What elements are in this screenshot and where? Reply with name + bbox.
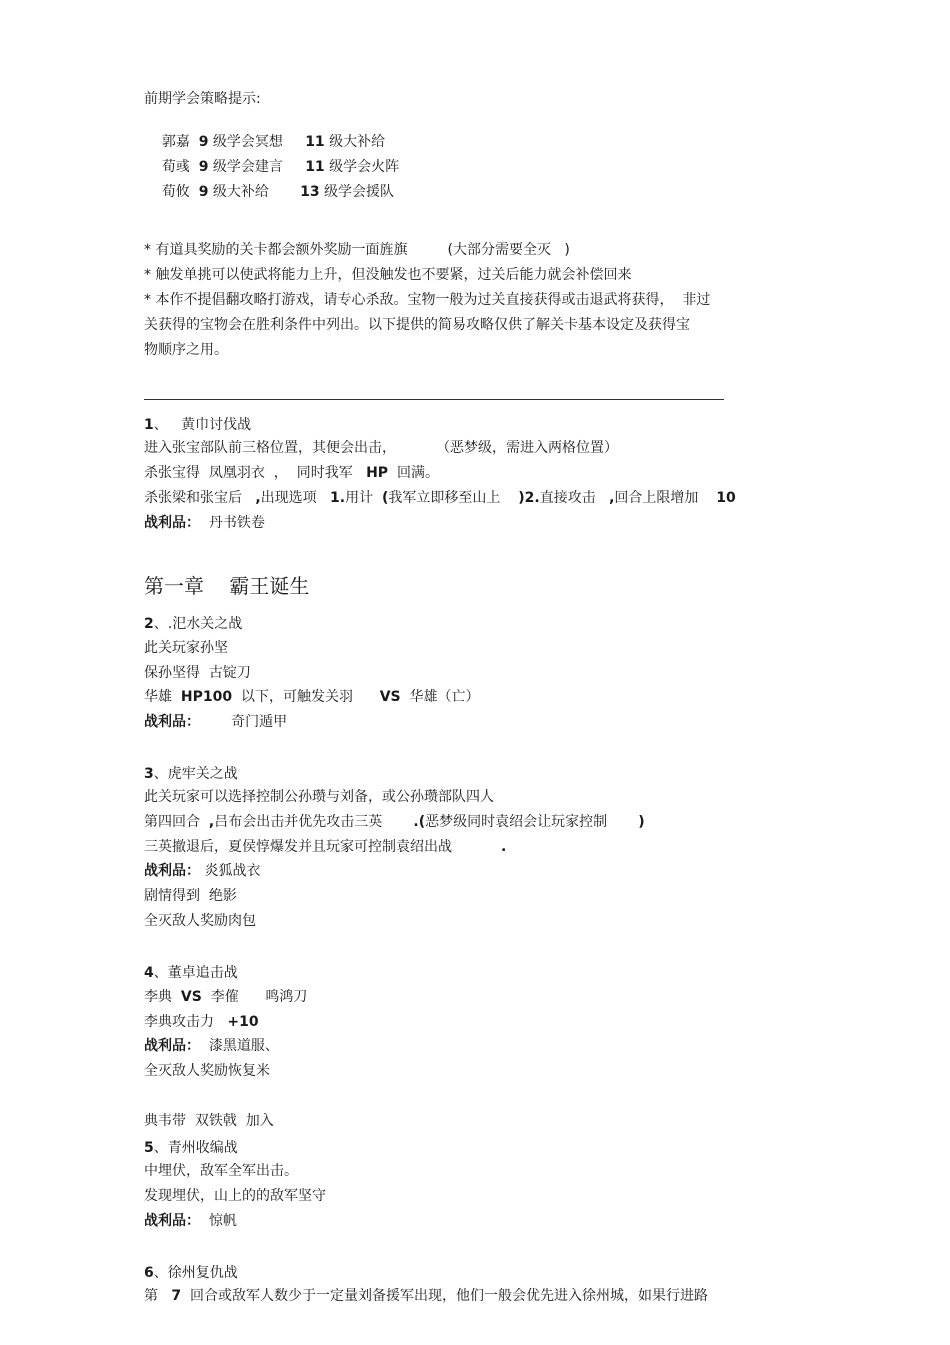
section-heading <box>144 765 238 783</box>
text: 第四回合 <box>144 814 209 830</box>
text-line <box>144 1013 259 1031</box>
section-title: 、董卓追击战 <box>153 965 238 981</box>
text: +10 <box>227 1014 259 1030</box>
text: 李典 <box>144 989 181 1005</box>
section-heading <box>144 416 251 434</box>
text: 杀张宝得 凤凰羽衣 ， 同时我军 <box>144 465 367 481</box>
text: 回合或敌军人数少于一定量刘备援军出现，他们一般会优先进入徐州城，如果行进路 <box>181 1288 709 1304</box>
tip-name: 荀攸 <box>161 184 190 200</box>
text: .( <box>413 814 426 830</box>
text-line <box>144 988 307 1006</box>
loot-label: 战利品： <box>144 863 200 879</box>
text: 进入张宝部队前三格位置，其便会出击， <box>144 440 396 456</box>
text: )2. <box>518 490 540 506</box>
loot-line <box>144 713 287 731</box>
section-heading <box>144 1139 238 1157</box>
text: 李典攻击力 <box>144 1014 228 1030</box>
tip-level: 13 <box>300 184 320 200</box>
text-line: 保孙坚得 古锭刀 <box>144 665 251 681</box>
loot-line <box>144 1212 237 1230</box>
tip-skill: 级大补给 <box>329 134 386 150</box>
text: 恶梦级同时袁绍会让玩家控制 <box>425 814 639 830</box>
tip-level: 9 <box>198 134 209 150</box>
text: VS <box>379 689 401 705</box>
section-title: 、虎牢关之战 <box>153 766 238 782</box>
text: （恶梦级，需进入两格位置） <box>436 440 619 456</box>
text: HP <box>366 465 389 481</box>
text-line: 中埋伏，敌军全军出击。 <box>144 1163 298 1179</box>
loot-label: 战利品： <box>144 1038 200 1054</box>
tip-skill: 级大补给 <box>212 184 269 200</box>
note-line: * 触发单挑可以使武将能力上升，但没触发也不要紧，过关后能力就会补偿回来 <box>144 267 632 283</box>
text: 华雄（亡） <box>400 689 480 705</box>
divider <box>144 399 724 400</box>
section-heading <box>144 964 238 982</box>
text: 7 <box>171 1288 182 1304</box>
tip-skill: 级学会火阵 <box>329 159 400 175</box>
text-line: 全灭敌人奖励肉包 <box>144 913 256 929</box>
text-line <box>144 688 480 706</box>
tip-skill: 级学会建言 <box>212 159 283 175</box>
text: ( <box>382 490 389 506</box>
section-number: 5 <box>144 1140 154 1156</box>
text-line: 典韦带 双铁戟 加入 <box>144 1113 274 1129</box>
tip-row <box>144 165 394 219</box>
text: , <box>208 814 215 830</box>
loot-item: 炎狐战衣 <box>204 863 261 879</box>
section-number: 3 <box>144 766 154 782</box>
text: 1. <box>330 490 346 506</box>
section-title: 、.汜水关之战 <box>153 616 243 632</box>
note-line <box>144 241 570 259</box>
tip-name: 荀彧 <box>161 159 190 175</box>
loot-item: 奇门遁甲 <box>231 714 288 730</box>
section-heading <box>144 1264 238 1282</box>
section-number: 6 <box>144 1265 154 1281</box>
note-text: * 有道具奖励的关卡都会额外奖励一面旌旗 <box>144 242 408 258</box>
tip-skill: 级学会冥想 <box>212 134 283 150</box>
text-line <box>144 439 618 457</box>
text: 第 <box>144 1288 172 1304</box>
text: 三英撤退后，夏侯惇爆发并且玩家可控制袁绍出战 <box>144 839 452 855</box>
tip-level: 9 <box>198 159 209 175</box>
text-line: 发现埋伏，山上的的敌军坚守 <box>144 1188 326 1204</box>
tip-skill: 级学会援队 <box>324 184 395 200</box>
text: 华雄 <box>144 689 181 705</box>
text-line: 此关玩家可以选择控制公孙瓒与刘备，或公孙瓒部队四人 <box>144 789 494 805</box>
text: ) <box>638 814 645 830</box>
text: 10 <box>716 490 736 506</box>
text-line <box>144 489 736 507</box>
section-title: 、徐州复仇战 <box>153 1265 238 1281</box>
loot-line <box>144 862 260 880</box>
tip-level: 9 <box>198 184 209 200</box>
text: 直接攻击 <box>539 490 610 506</box>
text-line: 全灭敌人奖励恢复米 <box>144 1063 270 1079</box>
text-line <box>144 1287 708 1305</box>
note-text: (大部分需要全灭 ) <box>447 242 570 258</box>
section-title: 、青州收编战 <box>153 1140 238 1156</box>
loot-line <box>144 514 265 532</box>
text: 回满。 <box>388 465 439 481</box>
note-line: 关获得的宝物会在胜利条件中列出。以下提供的简易攻略仅供了解关卡基本设定及获得宝 <box>144 317 690 333</box>
text: 以下，可触发关羽 <box>232 689 380 705</box>
loot-label: 战利品： <box>144 1213 200 1229</box>
text: 出现选项 <box>260 490 331 506</box>
text: 用计 <box>345 490 383 506</box>
section-title: 、 黄巾讨伐战 <box>153 417 252 433</box>
text: 李傕 鸣鸿刀 <box>201 989 308 1005</box>
section-number: 2 <box>144 616 154 632</box>
text: VS <box>180 989 202 1005</box>
tip-level: 11 <box>305 159 325 175</box>
text: 吕布会出击并优先攻击三英 <box>214 814 414 830</box>
text-line: 剧情得到 绝影 <box>144 888 237 904</box>
section-number: 1 <box>144 417 154 433</box>
text-line <box>144 838 506 856</box>
text: , <box>609 490 615 506</box>
chapter-title: 第一章 霸王诞生 <box>144 574 310 598</box>
note-line: 物顺序之用。 <box>144 342 228 358</box>
text: 回合上限增加 <box>614 490 717 506</box>
text-line <box>144 813 645 831</box>
loot-line <box>144 1037 279 1055</box>
text: 杀张梁和张宝后 <box>144 490 256 506</box>
tip-level: 11 <box>305 134 325 150</box>
loot-item: 惊帆 <box>208 1213 237 1229</box>
text: 我军立即移至山上 <box>388 490 519 506</box>
text: HP100 <box>180 689 233 705</box>
tip-name: 郭嘉 <box>161 134 190 150</box>
loot-label: 战利品： <box>144 714 200 730</box>
text-line: 此关玩家孙坚 <box>144 640 228 656</box>
section-heading <box>144 615 242 633</box>
loot-item: 漆黑道服、 <box>208 1038 279 1054</box>
text: , <box>255 490 261 506</box>
section-number: 4 <box>144 965 154 981</box>
text-line <box>144 464 439 482</box>
text: . <box>500 839 507 855</box>
note-line: * 本作不提倡翻攻略打游戏，请专心杀敌。宝物一般为过关直接获得或击退武将获得， 非过 <box>144 292 711 308</box>
loot-label: 战利品： <box>144 515 200 531</box>
tips-title: 前期学会策略提示: <box>144 91 261 107</box>
loot-item: 丹书铁卷 <box>208 515 265 531</box>
